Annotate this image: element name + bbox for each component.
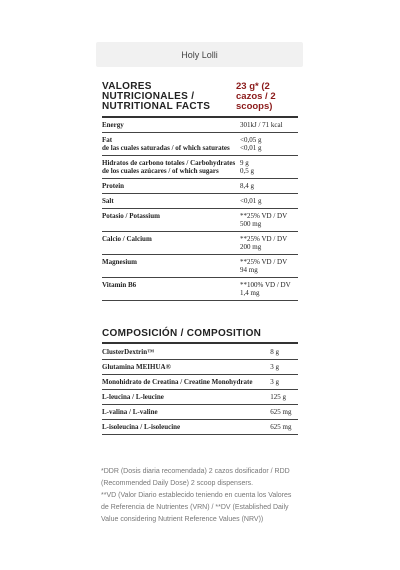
table-row (102, 232, 298, 255)
table-row (102, 179, 298, 194)
row-value: 301kJ / 71 kcal (240, 118, 298, 133)
nutrition-heading: VALORES NUTRICIONALES / NUTRITIONAL FACTS (102, 81, 211, 112)
row-value: <0,01 g (240, 194, 298, 209)
row-label: Protein (102, 179, 240, 194)
row-label: Salt (102, 194, 240, 209)
table-row (102, 390, 298, 405)
row-label: ClusterDextrin™ (102, 345, 270, 360)
row-label: Magnesium (102, 255, 240, 278)
footnote-vd: **VD (Valor Diario establecido teniendo en cuenta los Valores de Referencia de Nutrientes (VRN) / **DV (Established Daily Value considering Nutrient Reference Values (NRV)) (101, 492, 292, 523)
table-row (102, 118, 298, 133)
table-row (102, 375, 298, 390)
row-value: **100% VD / DV 1,4 mg (240, 278, 298, 301)
table-row (102, 194, 298, 209)
table-row (102, 278, 298, 301)
table-row (102, 360, 298, 375)
row-value: **25% VD / DV 200 mg (240, 232, 298, 255)
composition-table (102, 345, 298, 435)
row-label: L-leucina / L-leucine (102, 390, 270, 405)
table-row (102, 133, 298, 156)
row-value: **25% VD / DV 94 mg (240, 255, 298, 278)
serving-size: 23 g* (2 cazos / 2 scoops) (236, 81, 276, 112)
table-row (102, 209, 298, 232)
nutrition-table (102, 118, 298, 301)
footnotes (101, 466, 301, 526)
nutrition-header (102, 82, 298, 118)
row-value: 3 g (270, 360, 298, 375)
row-label: Calcio / Calcium (102, 232, 240, 255)
table-row (102, 255, 298, 278)
footnote-ddr: *DDR (Dosis diaria recomendada) 2 cazos dosificador / RDD (Recommended Daily Dose) 2 scoop dispensers. (101, 468, 290, 487)
row-label: Hidratos de carbono totales / Carbohydrates de los cuales azúcares / of which sugars (102, 156, 240, 179)
row-label: Fat de las cuales saturadas / of which saturates (102, 133, 240, 156)
row-label: Glutamina MEIHUA® (102, 360, 270, 375)
row-label: Monohidrato de Creatina / Creatine Monohydrate (102, 375, 270, 390)
table-row (102, 420, 298, 435)
row-value: 8 g (270, 345, 298, 360)
row-value: 125 g (270, 390, 298, 405)
row-value: **25% VD / DV 500 mg (240, 209, 298, 232)
row-value: 625 mg (270, 420, 298, 435)
row-value: 625 mg (270, 405, 298, 420)
row-value: <0,05 g <0,01 g (240, 133, 298, 156)
tab-holy-lolli[interactable] (96, 42, 303, 67)
tab-label: Holy Lolli (181, 49, 218, 60)
composition-heading: COMPOSICIÓN / COMPOSITION (102, 328, 298, 344)
row-value: 3 g (270, 375, 298, 390)
table-row (102, 345, 298, 360)
row-value: 9 g 0,5 g (240, 156, 298, 179)
row-label: L-isoleucina / L-isoleucine (102, 420, 270, 435)
row-label: Energy (102, 118, 240, 133)
row-label: Vitamin B6 (102, 278, 240, 301)
table-row (102, 405, 298, 420)
table-row (102, 156, 298, 179)
row-label: L-valina / L-valine (102, 405, 270, 420)
row-value: 8,4 g (240, 179, 298, 194)
row-label: Potasio / Potassium (102, 209, 240, 232)
